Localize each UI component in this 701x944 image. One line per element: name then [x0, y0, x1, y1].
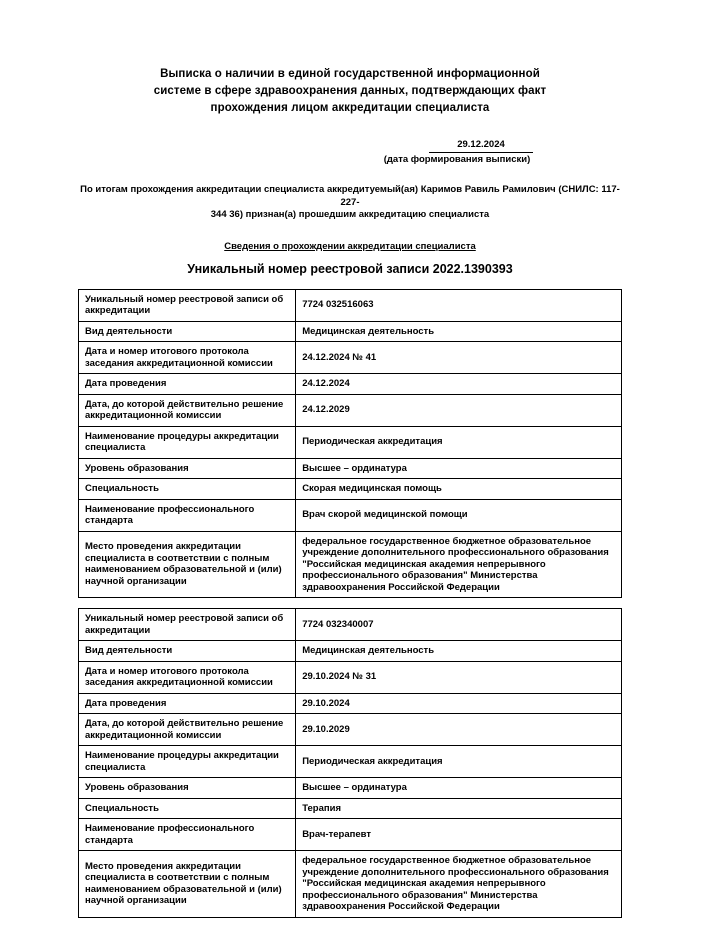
- field-value: 29.10.2024: [296, 693, 622, 714]
- table-row: [79, 609, 622, 641]
- field-label: Уровень образования: [79, 458, 296, 479]
- field-label: Наименование профессионального стандарта: [79, 819, 296, 851]
- title-line-1: Выписка о наличии в единой государственной информационной: [160, 68, 540, 80]
- extract-date-caption: (дата формирования выписки): [383, 154, 531, 165]
- table-row: [79, 479, 622, 500]
- section-heading: Сведения о прохождении аккредитации специалиста: [224, 240, 476, 252]
- intro-line-1: По итогам прохождения аккредитации специалиста аккредитуемый(ая) Каримов Равиль Рамилович (СНИЛС: 117-227-: [80, 184, 620, 208]
- table-row: [79, 289, 622, 321]
- field-label: Место проведения аккредитации специалиста в соответствии с полным наименованием образовательной и (или) научной организации: [79, 851, 296, 918]
- field-label: Наименование процедуры аккредитации специалиста: [79, 426, 296, 458]
- field-value: Скорая медицинская помощь: [296, 479, 622, 500]
- field-value: 24.12.2024: [296, 374, 622, 395]
- field-label: Уникальный номер реестровой записи об аккредитации: [79, 289, 296, 321]
- field-label: Дата проведения: [79, 693, 296, 714]
- field-label: Наименование профессионального стандарта: [79, 499, 296, 531]
- intro-paragraph: [78, 184, 622, 222]
- table-row: [79, 851, 622, 918]
- table-row: [79, 714, 622, 746]
- field-value: Медицинская деятельность: [296, 641, 622, 662]
- extract-date-block: [381, 139, 533, 166]
- field-label: Дата и номер итогового протокола заседания аккредитационной комиссии: [79, 342, 296, 374]
- table-row: [79, 426, 622, 458]
- field-value: Терапия: [296, 798, 622, 819]
- field-value: 29.10.2029: [296, 714, 622, 746]
- field-label: Вид деятельности: [79, 321, 296, 342]
- extract-date: 29.12.2024: [429, 139, 533, 153]
- table-row: [79, 499, 622, 531]
- table-row: [79, 778, 622, 799]
- field-value: Медицинская деятельность: [296, 321, 622, 342]
- field-label: Специальность: [79, 479, 296, 500]
- field-label: Вид деятельности: [79, 641, 296, 662]
- field-value: Периодическая аккредитация: [296, 426, 622, 458]
- title-line-2: системе в сфере здравоохранения данных, подтверждающих факт: [153, 85, 547, 97]
- field-label: Дата, до которой действительно решение аккредитационной комиссии: [79, 714, 296, 746]
- table-row: [79, 661, 622, 693]
- intro-line-2: 344 36) признан(а) прошедшим аккредитацию специалиста: [210, 209, 490, 220]
- table-row: [79, 641, 622, 662]
- table-row: [79, 746, 622, 778]
- field-label: Наименование процедуры аккредитации специалиста: [79, 746, 296, 778]
- field-label: Уровень образования: [79, 778, 296, 799]
- table-row: [79, 798, 622, 819]
- field-value: Периодическая аккредитация: [296, 746, 622, 778]
- field-value: Высшее – ординатура: [296, 778, 622, 799]
- table-row: [79, 531, 622, 598]
- field-value: федеральное государственное бюджетное образовательное учреждение дополнительного профессионального образования "Российская медицинская академия непрерывного профессионального образования" Министерства здравоохранения Российской Федерации: [296, 531, 622, 598]
- field-value: 7724 032340007: [296, 609, 622, 641]
- table-row: [79, 342, 622, 374]
- field-label: Уникальный номер реестровой записи об аккредитации: [79, 609, 296, 641]
- field-label: Дата проведения: [79, 374, 296, 395]
- field-value: 29.10.2024 № 31: [296, 661, 622, 693]
- field-value: 24.12.2029: [296, 394, 622, 426]
- field-label: Дата и номер итогового протокола заседания аккредитационной комиссии: [79, 661, 296, 693]
- table-row: [79, 458, 622, 479]
- table-row: [79, 321, 622, 342]
- field-value: Врач скорой медицинской помощи: [296, 499, 622, 531]
- title-line-3: прохождения лицом аккредитации специалиста: [210, 102, 490, 114]
- field-value: федеральное государственное бюджетное образовательное учреждение дополнительного профессионального образования "Российская медицинская академия непрерывного профессионального образования" Министерства здравоохранения Российской Федерации: [296, 851, 622, 918]
- table-row: [79, 374, 622, 395]
- document-title: [78, 66, 622, 117]
- table-row: [79, 693, 622, 714]
- field-value: Врач-терапевт: [296, 819, 622, 851]
- registry-number-heading: Уникальный номер реестровой записи 2022.1390393: [187, 261, 513, 276]
- field-value: Высшее – ординатура: [296, 458, 622, 479]
- table-row: [79, 819, 622, 851]
- field-label: Дата, до которой действительно решение аккредитационной комиссии: [79, 394, 296, 426]
- field-value: 7724 032516063: [296, 289, 622, 321]
- field-value: 24.12.2024 № 41: [296, 342, 622, 374]
- field-label: Место проведения аккредитации специалиста в соответствии с полным наименованием образовательной и (или) научной организации: [79, 531, 296, 598]
- accreditation-record-table-1: [78, 289, 622, 599]
- table-row: [79, 394, 622, 426]
- field-label: Специальность: [79, 798, 296, 819]
- accreditation-record-table-2: [78, 608, 622, 918]
